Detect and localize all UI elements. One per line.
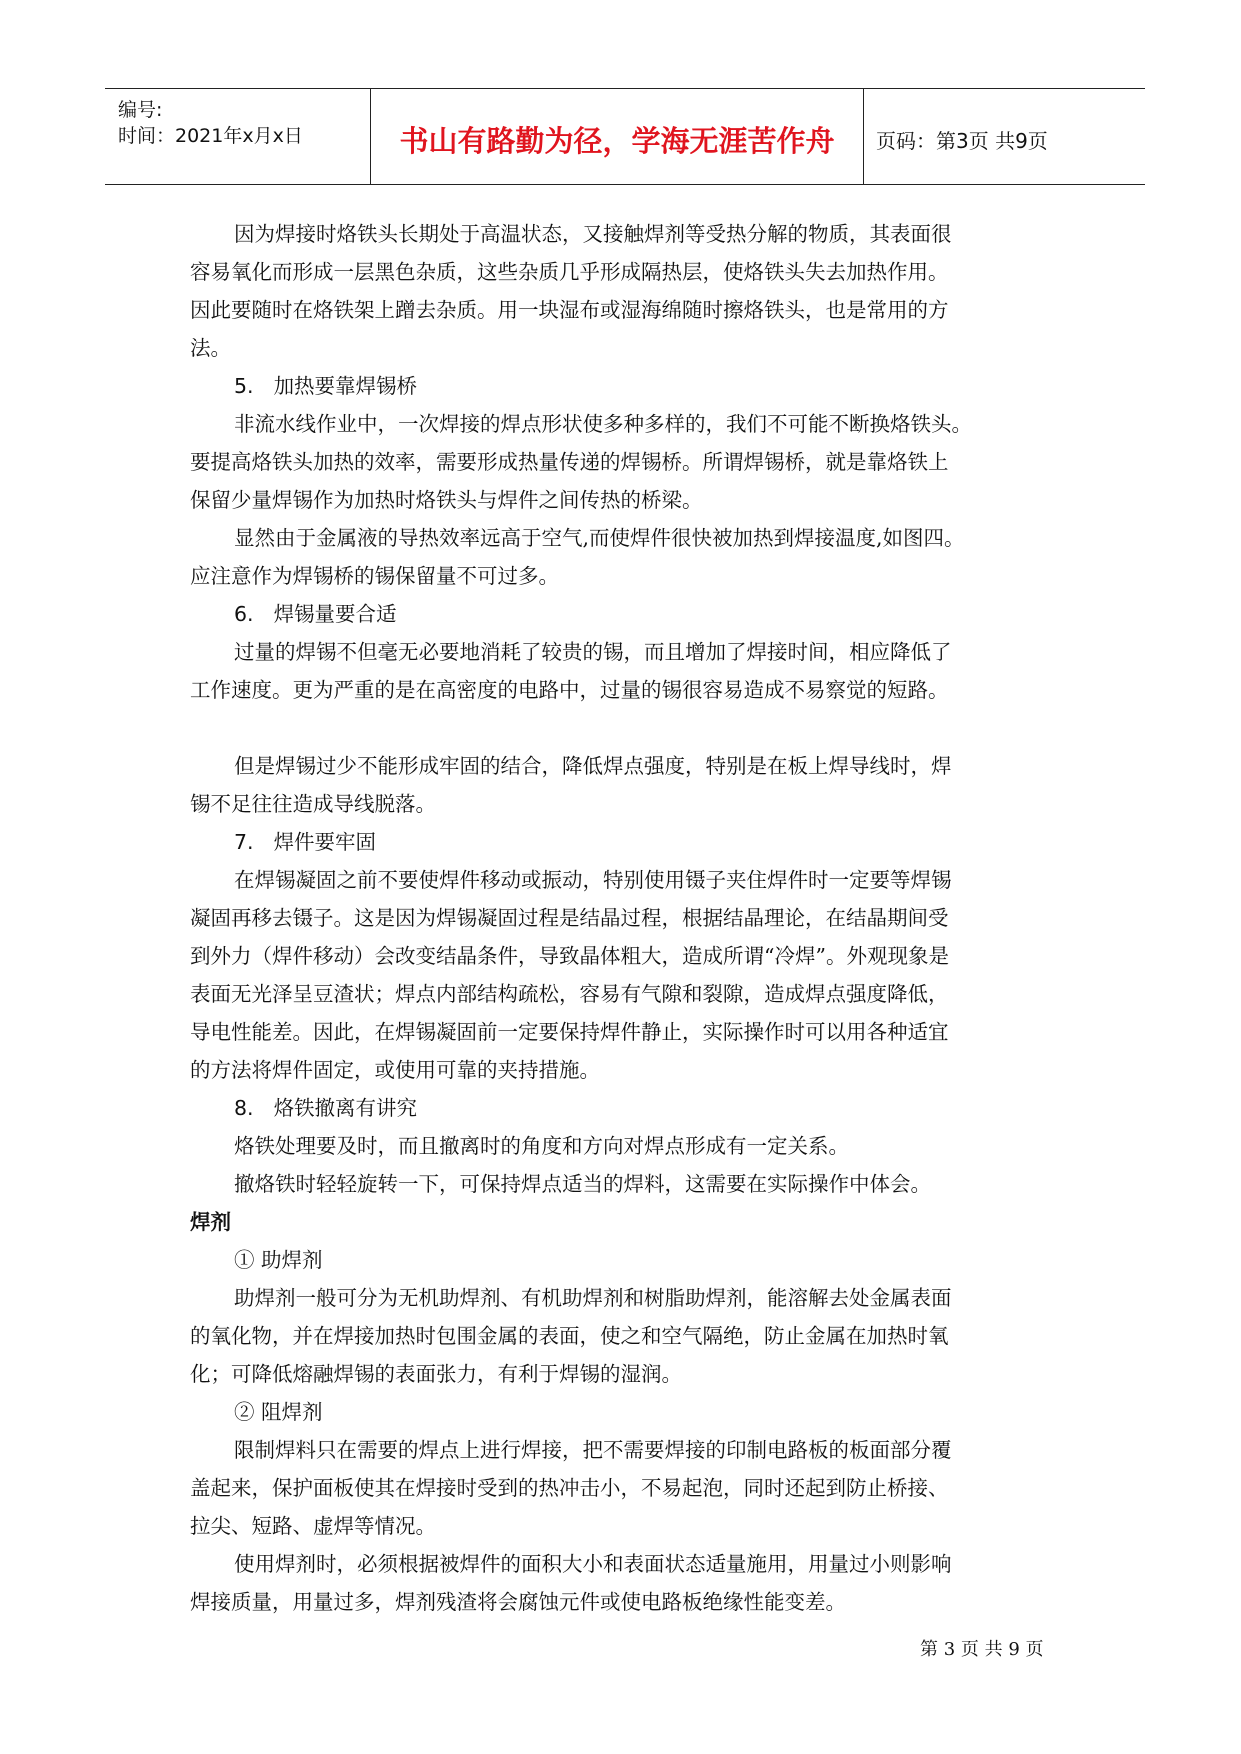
text-line: 使用焊剂时，必须根据被焊件的面积大小和表面状态适量施用，用量过小则影响 bbox=[234, 1552, 952, 1576]
text-line: 工作速度。更为严重的是在高密度的电路中，过量的锡很容易造成不易察觉的短路。 bbox=[190, 678, 949, 702]
doc-time-label: 时间：2021年x月x日 bbox=[118, 125, 303, 147]
subheading-text: 加热要靠焊锡桥 bbox=[273, 374, 418, 398]
subheading bbox=[190, 823, 1075, 861]
page-footer: 第 3 页 共 9 页 bbox=[920, 1639, 1044, 1660]
text-line: 烙铁处理要及时，而且撤离时的角度和方向对焊点形成有一定关系。 bbox=[234, 1134, 849, 1158]
text-line: 应注意作为焊锡桥的锡保留量不可过多。 bbox=[190, 564, 559, 588]
page-number-label: 页码：第3页 共9页 bbox=[876, 129, 1048, 153]
text-line: 的方法将焊件固定，或使用可靠的夹持措施。 bbox=[190, 1058, 600, 1082]
header-motto-cell bbox=[371, 89, 864, 184]
text-line: 保留少量焊锡作为加热时烙铁头与焊件之间传热的桥梁。 bbox=[190, 488, 703, 512]
text-line: 焊接质量，用量过多，焊剂残渣将会腐蚀元件或使电路板绝缘性能变差。 bbox=[190, 1590, 846, 1614]
text-line: 容易氧化而形成一层黑色杂质，这些杂质几乎形成隔热层，使烙铁头失去加热作用。 bbox=[190, 260, 949, 284]
subheading-number: 5. bbox=[234, 374, 254, 398]
text-line: 助焊剂一般可分为无机助焊剂、有机助焊剂和树脂助焊剂，能溶解去处金属表面 bbox=[234, 1286, 952, 1310]
text-line: 因为焊接时烙铁头长期处于高温状态，又接触焊剂等受热分解的物质，其表面很 bbox=[234, 222, 952, 246]
text-line: 锡不足往往造成导线脱落。 bbox=[190, 792, 436, 816]
page-header bbox=[105, 88, 1145, 185]
text-line: 非流水线作业中，一次焊接的焊点形状使多种多样的，我们不可能不断换烙铁头。 bbox=[234, 412, 972, 436]
text-line: 因此要随时在烙铁架上蹭去杂质。用一块湿布或湿海绵随时擦烙铁头，也是常用的方 bbox=[190, 298, 949, 322]
text-line: 的氧化物，并在焊接加热时包围金属的表面，使之和空气隔绝，防止金属在加热时氧 bbox=[190, 1324, 949, 1348]
subsection-heading: ① 助焊剂 bbox=[234, 1248, 323, 1272]
text-line: 要提高烙铁头加热的效率，需要形成热量传递的焊锡桥。所谓焊锡桥，就是靠烙铁上 bbox=[190, 450, 949, 474]
text-line: 凝固再移去镊子。这是因为焊锡凝固过程是结晶过程，根据结晶理论，在结晶期间受 bbox=[190, 906, 949, 930]
subheading bbox=[190, 1089, 1075, 1127]
subheading-number: 6. bbox=[234, 602, 254, 626]
subsection-heading: ② 阻焊剂 bbox=[234, 1400, 323, 1424]
subheading-number: 7. bbox=[234, 830, 254, 854]
subheading bbox=[190, 595, 1075, 633]
text-line: 限制焊料只在需要的焊点上进行焊接，把不需要焊接的印制电路板的板面部分覆 bbox=[234, 1438, 952, 1462]
subheading bbox=[190, 367, 1075, 405]
text-line: 盖起来，保护面板使其在焊接时受到的热冲击小，不易起泡，同时还起到防止桥接、 bbox=[190, 1476, 949, 1500]
text-line: 到外力（焊件移动）会改变结晶条件，导致晶体粗大，造成所谓“冷焊”。外观现象是 bbox=[190, 944, 949, 968]
subheading-text: 焊锡量要合适 bbox=[273, 602, 397, 626]
section-heading: 焊剂 bbox=[190, 1210, 231, 1234]
text-line: 过量的焊锡不但毫无必要地消耗了较贵的锡，而且增加了焊接时间，相应降低了 bbox=[234, 640, 952, 664]
text-line: 但是焊锡过少不能形成牢固的结合，降低焊点强度，特别是在板上焊导线时，焊 bbox=[234, 754, 952, 778]
text-line: 化；可降低熔融焊锡的表面张力，有利于焊锡的湿润。 bbox=[190, 1362, 682, 1386]
subheading-text: 烙铁撤离有讲究 bbox=[273, 1096, 418, 1120]
subheading-number: 8. bbox=[234, 1096, 254, 1120]
doc-number-label: 编号: bbox=[118, 99, 163, 121]
document-body bbox=[190, 215, 1075, 1621]
header-page-cell bbox=[864, 89, 1144, 184]
text-line: 导电性能差。因此，在焊锡凝固前一定要保持焊件静止，实际操作时可以用各种适宜 bbox=[190, 1020, 949, 1044]
header-meta-cell bbox=[105, 89, 371, 184]
text-line: 拉尖、短路、虚焊等情况。 bbox=[190, 1514, 436, 1538]
text-line: 法。 bbox=[190, 336, 231, 360]
blank-line bbox=[190, 709, 1075, 747]
text-line: 显然由于金属液的导热效率远高于空气,而使焊件很快被加热到焊接温度,如图四。 bbox=[234, 526, 965, 550]
motto: 书山有路勤为径，学海无涯苦作舟 bbox=[399, 124, 835, 158]
text-line: 表面无光泽呈豆渣状；焊点内部结构疏松，容易有气隙和裂隙，造成焊点强度降低， bbox=[190, 982, 949, 1006]
text-line: 撤烙铁时轻轻旋转一下，可保持焊点适当的焊料，这需要在实际操作中体会。 bbox=[234, 1172, 931, 1196]
text-line: 在焊锡凝固之前不要使焊件移动或振动，特别使用镊子夹住焊件时一定要等焊锡 bbox=[234, 868, 952, 892]
subheading-text: 焊件要牢固 bbox=[273, 830, 377, 854]
